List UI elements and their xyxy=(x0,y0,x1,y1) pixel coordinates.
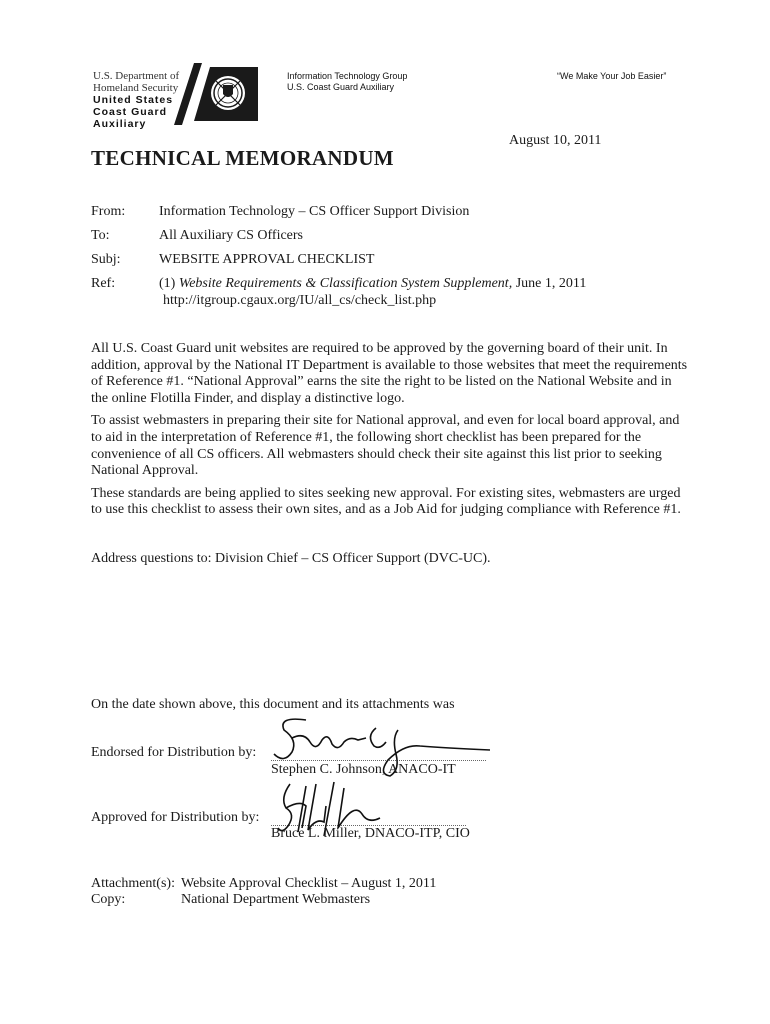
to-value: All Auxiliary CS Officers xyxy=(159,228,304,243)
ref-title: Website Requirements & Classification System Supplement, xyxy=(178,276,513,291)
to-label: To: xyxy=(91,228,110,243)
endorsed-label: Endorsed for Distribution by: xyxy=(91,745,257,760)
service-line: Auxiliary xyxy=(93,118,147,130)
memo-title: TECHNICAL MEMORANDUM xyxy=(91,146,394,170)
ref-value xyxy=(159,276,586,292)
memo-body xyxy=(91,341,691,525)
service-line: United States xyxy=(93,94,174,106)
attachments-label: Attachment(s): xyxy=(91,876,175,891)
subj-label: Subj: xyxy=(91,252,121,267)
agency-line: U.S. Department of xyxy=(93,70,180,82)
body-paragraph: To assist webmasters in preparing their site for National approval, and even for local board approval, and to aid in the interpretation of Reference #1, the following short checklist has been prepared for the convenience of all CS officers. All webmasters should check their site against this list prior to seeking National Approval. xyxy=(91,413,680,479)
org-line: U.S. Coast Guard Auxiliary xyxy=(287,82,395,92)
service-line: Coast Guard xyxy=(93,106,168,118)
from-value: Information Technology – CS Officer Support Division xyxy=(159,204,470,219)
memo-date: August 10, 2011 xyxy=(509,133,602,148)
ref-label: Ref: xyxy=(91,276,116,291)
attachments-value: Website Approval Checklist – August 1, 2011 xyxy=(181,876,437,891)
approved-name: Bruce L. Miller, DNACO-ITP, CIO xyxy=(271,826,470,841)
ref-date: June 1, 2011 xyxy=(512,276,587,291)
copy-value: National Department Webmasters xyxy=(181,892,371,907)
address-line: Address questions to: Division Chief – CS Officer Support (DVC-UC). xyxy=(91,551,491,566)
coast-guard-emblem-icon xyxy=(172,63,260,125)
ref-url: http://itgroup.cgaux.org/IU/all_cs/check_list.php xyxy=(163,293,437,308)
org-block xyxy=(287,71,407,93)
from-label: From: xyxy=(91,204,126,219)
ref-prefix: (1) xyxy=(159,276,179,291)
agency-line: Homeland Security xyxy=(93,82,179,94)
signature-intro: On the date shown above, this document and its attachments was xyxy=(91,697,455,712)
org-line: Information Technology Group xyxy=(287,71,408,81)
subj-value: WEBSITE APPROVAL CHECKLIST xyxy=(159,252,375,267)
endorsed-name: Stephen C. Johnson, ANACO-IT xyxy=(271,762,456,777)
approved-label: Approved for Distribution by: xyxy=(91,810,260,825)
agency-block xyxy=(93,70,181,130)
copy-label: Copy: xyxy=(91,892,126,907)
body-paragraph: These standards are being applied to sites seeking new approval. For existing sites, webmasters are urged to use this checklist to assess their own sites, and as a Job Aid for judging compliance with Reference #1. xyxy=(91,485,681,518)
slogan: “We Make Your Job Easier” xyxy=(557,71,667,81)
body-paragraph: All U.S. Coast Guard unit websites are required to be approved by the governing board of their unit. In addition, approval by the National IT Department is available to those websites that meet the requirements of Reference #1. “National Approval” earns the site the right to be listed on the National Website and in the online Flotilla Finder, and display a distinctive logo. xyxy=(91,341,688,406)
